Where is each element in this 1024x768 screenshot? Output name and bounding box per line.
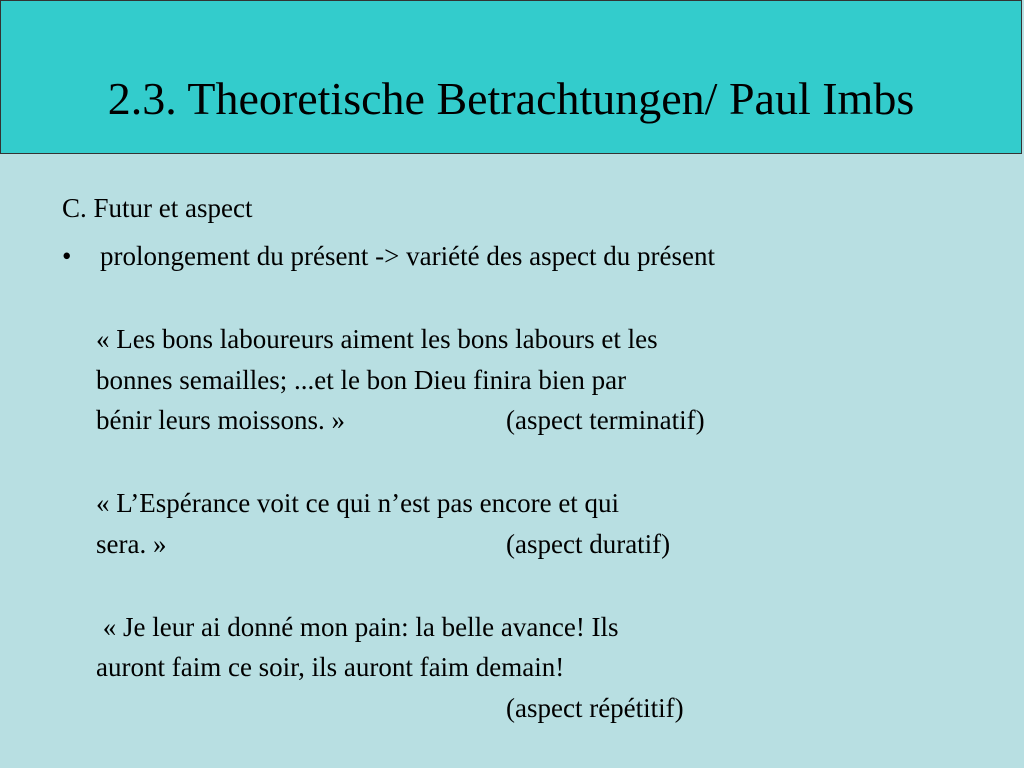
quote-1-line-2: bonnes semailles; ...et le bon Dieu finira bien par	[96, 365, 627, 395]
quote-3-aspect: (aspect répétitif)	[506, 693, 684, 723]
quote-3-line-1: « Je leur ai donné mon pain: la belle avance! Ils	[96, 612, 619, 642]
quote-3-line-2: auront faim ce soir, ils auront faim demain!	[96, 652, 565, 682]
quote-1-line-1: « Les bons laboureurs aiment les bons labours et les	[96, 324, 658, 354]
quote-1-aspect: (aspect terminatif)	[506, 405, 705, 435]
quote-2-line-2: sera. »	[96, 529, 167, 559]
bullet-text: prolongement du présent -> variété des aspect du présent	[100, 241, 716, 271]
quote-2-line-1: « L’Espérance voit ce qui n’est pas encore et qui	[96, 488, 620, 518]
slide-title: 2.3. Theoretische Betrachtungen/ Paul Imbs	[107, 73, 915, 124]
title-band	[0, 0, 1022, 154]
bullet-item	[62, 238, 715, 274]
bullet-icon: •	[62, 241, 72, 271]
section-heading: C. Futur et aspect	[62, 193, 253, 223]
quote-1-line-3: bénir leurs moissons. »	[96, 405, 345, 435]
quote-2-aspect: (aspect duratif)	[506, 529, 671, 559]
